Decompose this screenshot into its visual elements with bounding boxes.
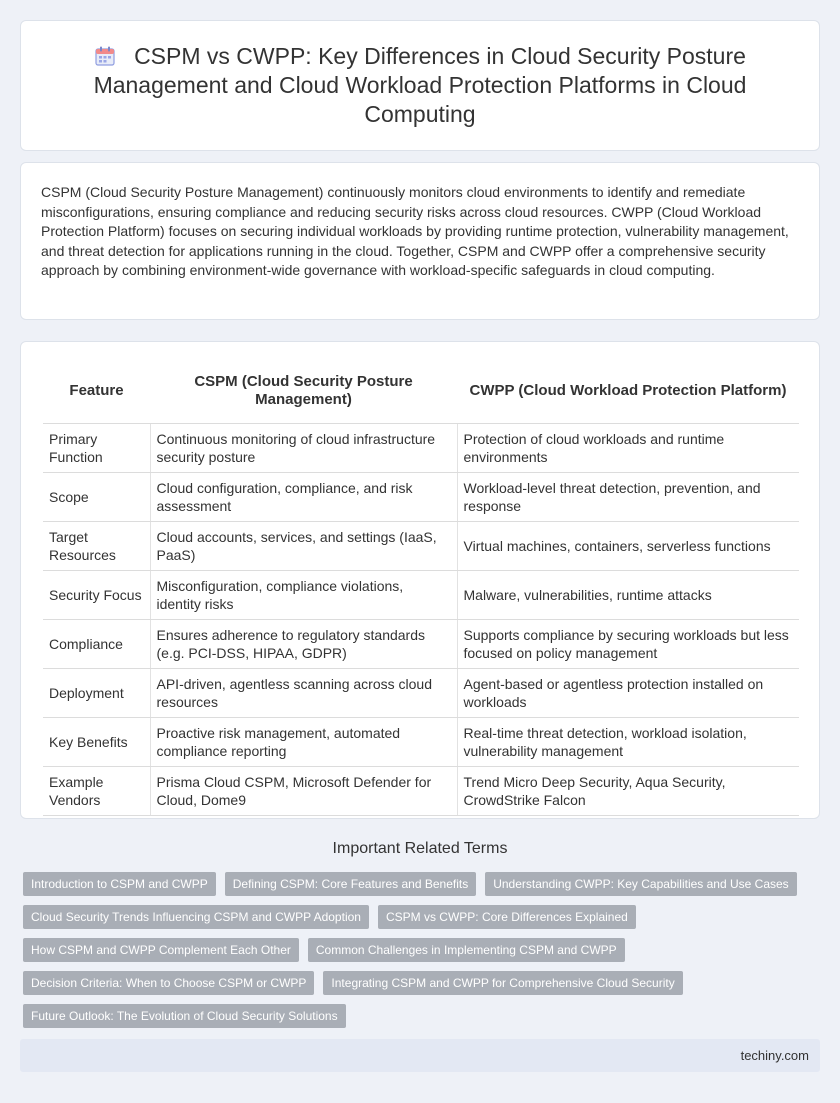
feature-cell: Compliance (43, 619, 150, 668)
summary-card (20, 162, 820, 320)
table-row (43, 766, 799, 815)
related-term-link[interactable]: Decision Criteria: When to Choose CSPM or CWPP (23, 971, 314, 995)
related-terms-heading: Important Related Terms (332, 840, 508, 857)
table-row (43, 717, 799, 766)
cwpp-cell: Supports compliance by securing workloads but less focused on policy management (457, 619, 799, 668)
table-row (43, 619, 799, 668)
feature-cell: Scope (43, 472, 150, 521)
table-row (43, 668, 799, 717)
cspm-cell: Prisma Cloud CSPM, Microsoft Defender for Cloud, Dome9 (150, 766, 457, 815)
cwpp-cell: Real-time threat detection, workload isolation, vulnerability management (457, 717, 799, 766)
cspm-cell: Ensures adherence to regulatory standards (e.g. PCI-DSS, HIPAA, GDPR) (150, 619, 457, 668)
feature-cell: Key Benefits (43, 717, 150, 766)
summary-text: CSPM (Cloud Security Posture Management) continuously monitors cloud environments to identify and remediate misconfigurations, ensuring compliance and reducing security risks across cloud resources. CWPP (Cloud Workload Protection Platform) focuses on securing individual workloads by providing runtime protection, vulnerability management, and threat detection for applications running in the cloud. Together, CSPM and CWPP offer a comprehensive security approach by combining environment-wide governance with workload-specific safeguards in cloud computing. (41, 184, 789, 278)
header-cwpp: CWPP (Cloud Workload Protection Platform) (457, 360, 799, 423)
cspm-cell: Cloud accounts, services, and settings (IaaS, PaaS) (150, 521, 457, 570)
title-card (20, 20, 820, 151)
related-term-link[interactable]: Understanding CWPP: Key Capabilities and Use Cases (485, 872, 796, 896)
header-feature: Feature (43, 360, 150, 423)
cwpp-cell: Agent-based or agentless protection installed on workloads (457, 668, 799, 717)
table-header-row (43, 360, 799, 423)
feature-cell: Example Vendors (43, 766, 150, 815)
feature-cell: Deployment (43, 668, 150, 717)
cwpp-cell: Protection of cloud workloads and runtime environments (457, 423, 799, 472)
related-term-link[interactable]: Cloud Security Trends Influencing CSPM and CWPP Adoption (23, 905, 369, 929)
cspm-cell: Continuous monitoring of cloud infrastructure security posture (150, 423, 457, 472)
cwpp-cell: Trend Micro Deep Security, Aqua Security, CrowdStrike Falcon (457, 766, 799, 815)
cspm-cell: Proactive risk management, automated compliance reporting (150, 717, 457, 766)
cspm-cell: Misconfiguration, compliance violations, identity risks (150, 570, 457, 619)
cwpp-cell: Virtual machines, containers, serverless functions (457, 521, 799, 570)
feature-cell: Primary Function (43, 423, 150, 472)
header-cspm: CSPM (Cloud Security Posture Management) (150, 360, 457, 423)
page-title (70, 42, 770, 129)
cwpp-cell: Malware, vulnerabilities, runtime attacks (457, 570, 799, 619)
footer (20, 1039, 820, 1072)
related-term-link[interactable]: Integrating CSPM and CWPP for Comprehensive Cloud Security (323, 971, 682, 995)
cspm-cell: Cloud configuration, compliance, and risk assessment (150, 472, 457, 521)
related-term-link[interactable]: Defining CSPM: Core Features and Benefits (225, 872, 476, 896)
feature-cell: Security Focus (43, 570, 150, 619)
calendar-icon (94, 45, 116, 67)
cwpp-cell: Workload-level threat detection, prevention, and response (457, 472, 799, 521)
cspm-cell: API-driven, agentless scanning across cloud resources (150, 668, 457, 717)
comparison-table (43, 360, 799, 816)
table-row (43, 570, 799, 619)
related-term-link[interactable]: Common Challenges in Implementing CSPM and CWPP (308, 938, 625, 962)
table-row (43, 521, 799, 570)
table-row (43, 423, 799, 472)
comparison-table-card (20, 341, 820, 819)
page-title-text: CSPM vs CWPP: Key Differences in Cloud Security Posture Management and Cloud Workload Protection Platforms in Cloud Computing (93, 43, 747, 127)
related-term-link[interactable]: Introduction to CSPM and CWPP (23, 872, 216, 896)
related-term-link[interactable]: How CSPM and CWPP Complement Each Other (23, 938, 299, 962)
related-terms-list (23, 872, 813, 1028)
related-term-link[interactable]: CSPM vs CWPP: Core Differences Explained (378, 905, 636, 929)
footer-site-link[interactable]: techiny.com (740, 1048, 809, 1063)
table-row (43, 472, 799, 521)
feature-cell: Target Resources (43, 521, 150, 570)
related-term-link[interactable]: Future Outlook: The Evolution of Cloud Security Solutions (23, 1004, 346, 1028)
